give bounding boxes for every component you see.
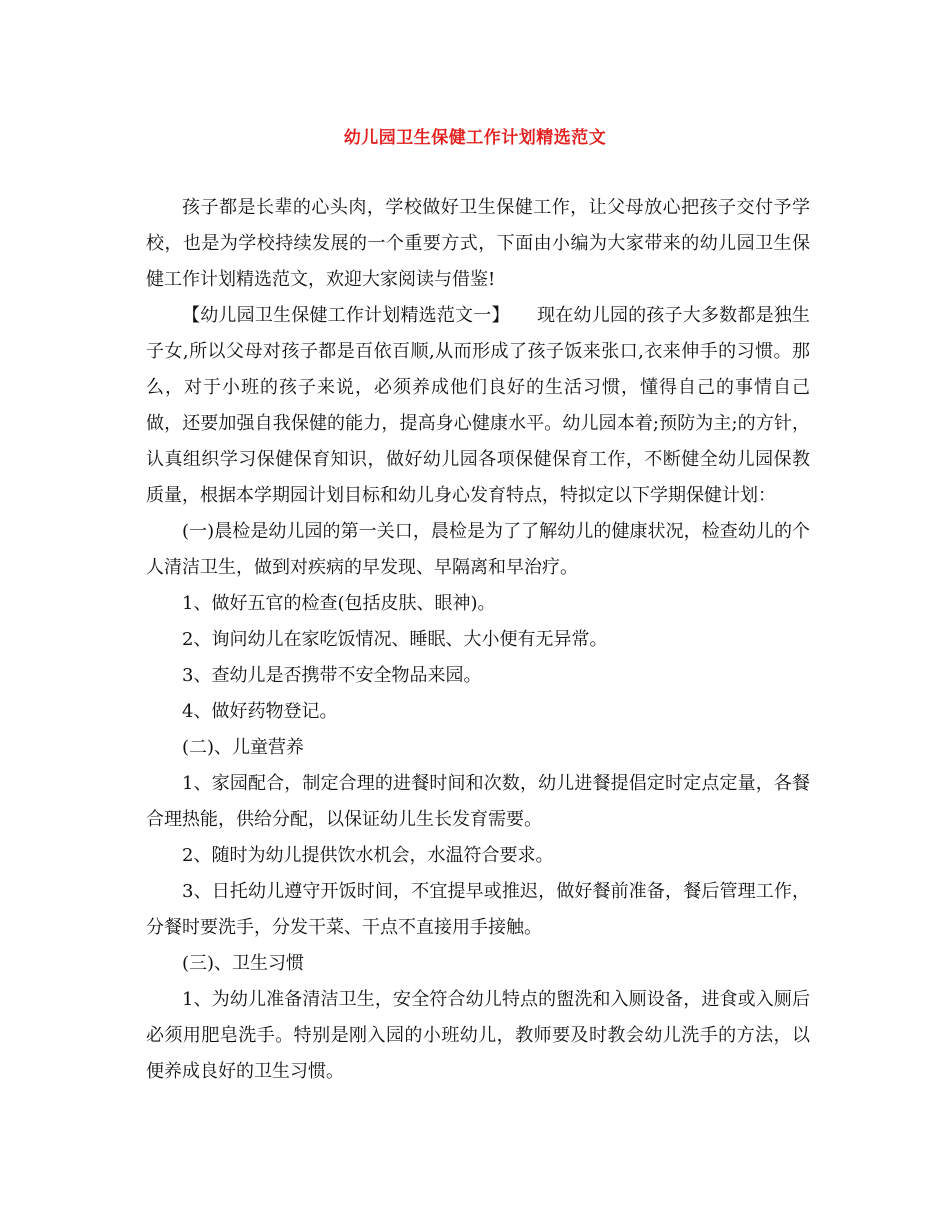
paragraph-morning-check: (一)晨检是幼儿园的第一关口，晨检是为了了解幼儿的健康状况，检查幼儿的个人清洁卫生，做到对疾病的早发现、早隔离和早治疗。 (146, 521, 810, 578)
document-title: 幼儿园卫生保健工作计划精选范文 (343, 128, 607, 148)
list-item: 2、随时为幼儿提供饮水机会，水温符合要求。 (182, 845, 554, 866)
document-body (146, 190, 810, 1090)
list-item: 2、询问幼儿在家吃饭情况、睡眠、大小便有无异常。 (182, 629, 608, 650)
paragraph-intro: 孩子都是长辈的心头肉，学校做好卫生保健工作，让父母放心把孩子交付予学校，也是为学校持续发展的一个重要方式，下面由小编为大家带来的幼儿园卫生保健工作计划精选范文，欢迎大家阅读与借鉴! (146, 197, 810, 290)
list-item: 3、查幼儿是否携带不安全物品来园。 (182, 665, 482, 686)
list-item: 3、日托幼儿遵守开饭时间，不宜提早或推迟，做好餐前准备，餐后管理工作，分餐时要洗手，分发干菜、干点不直接用手接触。 (146, 881, 810, 938)
list-item: 1、做好五官的检查(包括皮肤、眼神)。 (182, 593, 496, 614)
section-heading-nutrition: (二)、儿童营养 (182, 737, 305, 758)
list-item: 1、家园配合，制定合理的进餐时间和次数，幼儿进餐提倡定时定点定量，各餐合理热能，供给分配，以保证幼儿生长发育需要。 (146, 773, 810, 830)
list-item: 4、做好药物登记。 (182, 701, 338, 722)
list-item: 1、为幼儿准备清洁卫生，安全符合幼儿特点的盥洗和入厕设备，进食或入厕后必须用肥皂洗手。特别是刚入园的小班幼儿，教师要及时教会幼儿洗手的方法，以便养成良好的卫生习惯。 (146, 989, 810, 1082)
section-heading-hygiene: (三)、卫生习惯 (182, 953, 305, 974)
paragraph-sample-one: 【幼儿园卫生保健工作计划精选范文一】 现在幼儿园的孩子大多数都是独生子女,所以父母对孩子都是百依百顺,从而形成了孩子饭来张口,衣来伸手的习惯。那么，对于小班的孩子来说，必须养成他们良好的生活习惯，懂得自己的事情自己做，还要加强自我保健的能力，提高身心健康水平。幼儿园本着;预防为主;的方针，认真组织学习保健保育知识，做好幼儿园各项保健保育工作，不断健全幼儿园保教质量，根据本学期园计划目标和幼儿身心发育特点，特拟定以下学期保健计划： (146, 305, 810, 506)
